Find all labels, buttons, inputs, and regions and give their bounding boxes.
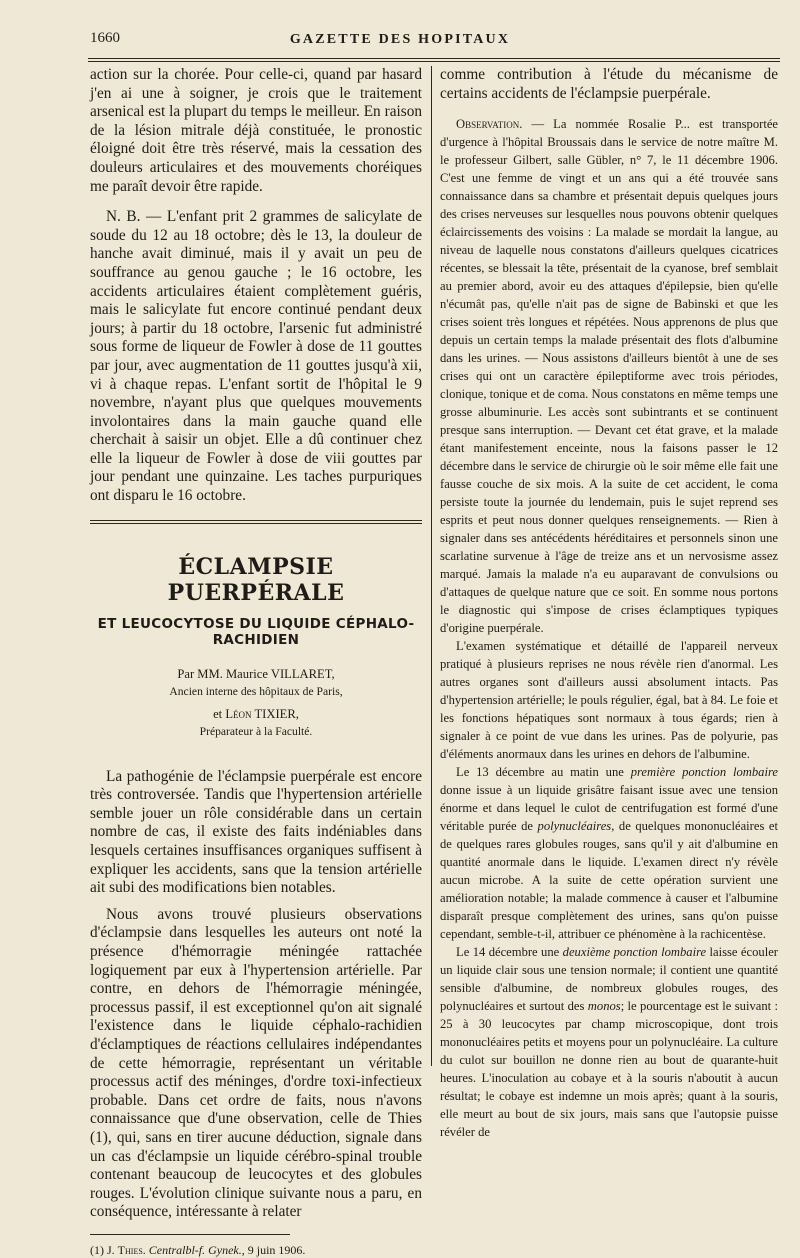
byline-role-1: Ancien interne des hôpitaux de Paris, xyxy=(169,684,343,698)
left-paragraph-nb: N. B. — L'enfant prit 2 grammes de salicylate de soude du 12 au 18 octobre; dès le 13, la douleur de hanche avait diminué, mais il y avait un peu de souffrance au genou gauche ; le 16 octobre, les accidents articulaires étaient complètement guéris, mais le salicylate fut encore continué pendant deux jours; à partir du 18 octobre, l'arsenic fut administré sous forme de liqueur de Fowler à dose de 11 gouttes par jour, avec augmentation de 11 gouttes jusqu'à xii, vi à chaque repas. L'enfant sortit de l'hôpital le 9 novembre, n'ayant plus que quelques mouvements involontaires dans la main gauche quand elle cherchait à saisir un objet. Elle a dû continuer chez elle la liqueur de Fowler à dose de viii gouttes par jour pendant une quinzaine. Les taches purpuriques ont disparu le 16 octobre. xyxy=(90,208,422,505)
footnote xyxy=(90,1243,422,1258)
second-puncture-term: deuxième ponction lombaire xyxy=(562,945,707,960)
column-divider xyxy=(431,66,432,1066)
byline-and: et xyxy=(213,706,223,721)
second-puncture-text-b: laisse écouler un liquide clair sous une tension normale; il contient une quantité sensible d'albumine, de nombreux globules rouges, des polynucléaires et surtout des xyxy=(440,945,778,1014)
second-puncture-text-c: ; le pourcentage est le suivant : 25 à 30 leucocytes par champ microscopique, dont trois mononucléaires petits et moyens pour un polynucléaire. La culture du culot sur bouillon ne donne rien au bout de quarante-huit heures. L'inoculation au cobaye et à la souris n'aboutit à aucun résultat; le cobaye est indemne un mois après; quant à la souris, elle meurt au bout de six jours, mais sans que l'autopsie puisse révéler de xyxy=(440,999,778,1140)
article-subtitle: ET LEUCOCYTOSE DU LIQUIDE CÉPHALO-RACHIDIEN xyxy=(97,615,415,648)
header-rule-top xyxy=(88,58,780,59)
observation-text: — La nommée Rosalie P... est transportée d'urgence à l'hôpital Broussais dans le service de notre maître M. le professeur Gilbert, salle Gübler, n° 7, le 11 décembre 1906. C'est une femme de vingt et un ans qui a été trouvée sans connaissance dans sa chambre et présentait depuis quelques jours des crises nerveuses sur lesquelles nous pouvons obtenir quelques éclaircissements des voisins : La malade se mordait la langue, au niveau de laquelle nous constatons d'ailleurs quelques cicatrices récentes, se blessait la tête, présentait de la cyanose, bref semblait au premier abord, avoir eu des attaques d'épilepsie, bien qu'elle n'écumât pas, qu'elle n'ait pas de signe de Babinski et que les crises soient très longues et répétées. Nous apprenons de plus que depuis un certain temps la malade présentait des flots d'albumine dans les urines. — Nous assistons d'ailleurs bientôt à une de ses crises qui ont un caractère épileptiforme avec trois périodes, clonique, tonique et de coma. Nous constatons en même temps une grosse albuminurie. Les accès sont subintrants et se continuent presque sans interruption. — Devant cet état grave, et la malade étant manifestement enceinte, nous la faisons passer le 12 décembre dans le service de chirurgie où le soir même elle fait une fausse couche de six mois. A la suite de cet accident, le coma persiste toute la journée du lendemain, puis le sujet reprend ses esprits et peut nous donner quelques renseignements. — Rien à signaler dans ses antécédents héréditaires et personnels sinon une scarlatine survenue à l'âge de treize ans et un nervosisme assez marqué. Jamais la malade n'a eu auparavant de convulsions ou d'attaques de quelque nature que ce soit. En somme nous portons le diagnostic qui s'impose de crises éclamptiques typiques d'origine puerpérale. xyxy=(440,117,778,636)
byline-first-name: Léon xyxy=(225,706,252,721)
left-paragraph-1: action sur la chorée. Pour celle-ci, quand par hasard j'en ai une à soigner, je crois que le traitement arsenical est la plupart du temps le meilleur. En raison de la lésion mitrale déjà constituée, le pronostic éloigné doit être très réservé, mais la cessation des douleurs articulaires et des mouvements choréiques me paraît devoir être rapide. xyxy=(90,66,422,195)
byline-authors-1: Par MM. Maurice VILLARET, xyxy=(177,666,335,681)
section-separator xyxy=(90,520,422,524)
left-column xyxy=(90,66,422,1258)
first-puncture-paragraph xyxy=(440,763,778,943)
monos-term: monos xyxy=(587,999,621,1014)
page-number: 1660 xyxy=(90,30,120,46)
second-puncture-paragraph xyxy=(440,943,778,1141)
first-puncture-text-a: Le 13 décembre au matin une xyxy=(456,765,631,780)
polynucleaires-term: polynucléaires xyxy=(537,819,612,834)
right-paragraph-1: comme contribution à l'étude du mécanisme de certains accidents de l'éclampsie puerpérale. xyxy=(440,66,778,102)
footnote-journal: Centralbl-f. Gynek. xyxy=(148,1242,242,1257)
byline-surname: TIXIER, xyxy=(254,706,299,721)
exam-paragraph: L'examen systématique et détaillé de l'appareil nerveux pratiqué à plusieurs reprises ne nous révèle rien d'anormal. Les autres organes sont d'ailleurs aussi absolument intacts. Pas d'hypertension artérielle; le pouls régulier, égal, bat à 84. Le foie et les fonctions hépatiques sont normaux à tous égards; rien à signaler à ce point de vue dans les urines. Pas de polyurie, pas d'éléments anormaux dans les urines en dehors de l'albumine. xyxy=(440,639,778,762)
running-title: GAZETTE DES HOPITAUX xyxy=(289,32,511,47)
right-column xyxy=(440,66,778,1141)
article-title: ÉCLAMPSIE PUERPÉRALE xyxy=(167,553,345,606)
footnote-author: Thies. xyxy=(117,1242,146,1257)
footnote-rule xyxy=(90,1234,290,1235)
first-puncture-term: première ponction lombaire xyxy=(630,765,778,780)
footnote-number: (1) J. xyxy=(90,1242,115,1257)
observation-paragraph xyxy=(440,115,778,637)
second-puncture-text-a: Le 14 décembre une xyxy=(456,945,563,960)
byline xyxy=(90,666,422,740)
byline-role-2: Préparateur à la Faculté. xyxy=(199,724,313,738)
byline-authors-2 xyxy=(90,706,422,723)
footnote-date: , 9 juin 1906. xyxy=(241,1242,306,1257)
left-paragraph-intro: La pathogénie de l'éclampsie puerpérale est encore très controversée. Tandis que l'hypertension artérielle semble jouer un rôle considérable dans un certain nombre de cas, il existe des faits indéniables dans lesquels certaines insuffisances organiques suffisent à expliquer les accidents, sans que la tension artérielle ait subi des modifications bien notables. xyxy=(90,767,422,897)
left-paragraph-observations: Nous avons trouvé plusieurs observations d'éclampsie dans lesquelles les auteurs ont noté la présence d'hémorragie méningée rattachée logiquement par eux à l'hypertension artérielle. Par contre, en dehors de l'hémorragie méningée, processus passif, il est exceptionnel qu'on ait signalé l'existence dans le liquide céphalo-rachidien d'éclamptiques de réactions cellulaires indépendantes de cette hémorragie, représentant un véritable processus actif des méninges, d'ordre toxi-infectieux probable. Dans cet ordre de faits, nous n'avons connaissance que d'une observation, celle de Thies (1), qui, sans en tirer aucune déduction, signale dans un cas d'éclampsie un liquide cérébro-spinal trouble contenant beaucoup de leucocytes et des globules rouges. L'évolution clinique suivante nous a paru, en conséquence, intéressante à relater xyxy=(90,905,422,1221)
header-rule-bottom xyxy=(88,61,780,62)
first-puncture-text-c: , de quelques mononucléaires et de quelques rares globules rouges, sans qu'il y ait d'albumine en quantité anormale dans le liquide. L'examen direct n'y révèle aucun microbe. A la suite de cette opération survient une amélioration notable; la malade commence à causer et l'albumine disparaît presque complètement des urines, sans qu'on puisse cependant, semble-t-il, attribuer ce phénomène à la rachicentèse. xyxy=(440,819,778,942)
first-puncture-text-b: donne issue à un liquide grisâtre faisant issue avec une tension énorme et dans lequel le culot de centrifugation est formé d'une véritable purée de xyxy=(440,783,778,834)
observation-label: Observation. xyxy=(456,117,523,132)
